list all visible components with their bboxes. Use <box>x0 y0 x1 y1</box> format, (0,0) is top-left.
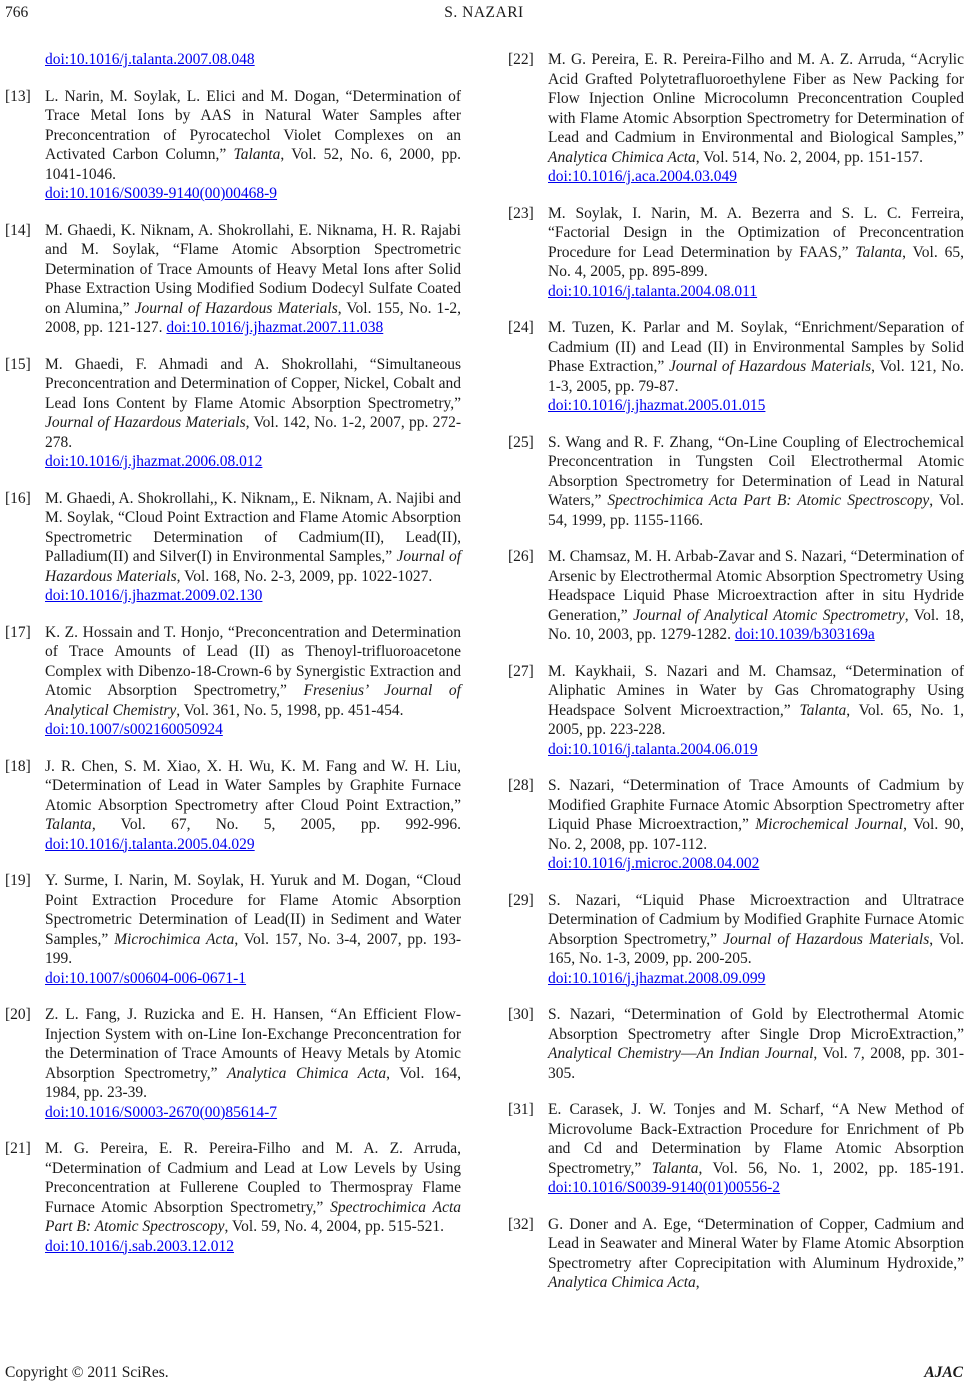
reference-text <box>548 547 964 645</box>
reference-authors-title: S. Nazari, “Determination of Trace Amounts of Cadmium by Modified Graphite Furnace Atomic Absorption Spectrometry after Liquid Phase Microextraction,” <box>548 777 964 833</box>
reference-journal: Journal of Hazardous Materials <box>668 358 872 375</box>
doi-link[interactable]: doi:10.1016/j.talanta.2005.04.029 <box>45 835 255 853</box>
reference-number: [26] <box>508 548 534 565</box>
reference-journal: Microchimica Acta <box>114 930 235 948</box>
reference-authors-title: G. Doner and A. Ege, “Determination of Copper, Cadmium and Lead in Seawater and Mineral Water by Flame Atomic Absorption Spectrometry after Coprecipitation with Aluminum Hydroxide,” <box>548 1215 964 1272</box>
reference-number: [21] <box>5 1140 31 1157</box>
reference-authors-title: M. Tuzen, K. Parlar and M. Soylak, “Enrichment/Separation of Cadmium (II) and Lead (II) in Environmental Samples by Solid Phase Extraction,” <box>548 319 964 375</box>
reference-number: [28] <box>508 777 534 794</box>
doi-link[interactable]: doi:10.1016/j.aca.2004.03.049 <box>548 168 737 185</box>
reference-number: [13] <box>5 87 31 105</box>
reference-entry <box>508 318 964 416</box>
reference-authors-title: M. Ghaedi, A. Shokrollahi,, K. Niknam,, E. Niknam, A. Najibi and M. Soylak, “Cloud Point Extraction and Flame Atomic Absorption Spectrometric Determination of Cadmium(II), Lead(II), Palladium(II) and Silver(I) in Environmental Samples,” <box>45 489 461 565</box>
reference-number: [30] <box>508 1006 534 1023</box>
reference-authors-title: S. Nazari, “Determination of Gold by Electrothermal Atomic Absorption Spectrometry after Single Drop MicroExtraction,” <box>548 1006 964 1043</box>
reference-text <box>548 433 964 531</box>
reference-authors-title: L. Narin, M. Soylak, L. Elici and M. Dogan, “Determination of Trace Metal Ions by AAS in Natural Water Samples after Preconcentration of Pyrocatechol Violet Complexes on an Activated Carbon Column,” <box>45 87 461 163</box>
reference-entry <box>508 1100 964 1198</box>
reference-journal: Journal of Hazardous Materials <box>45 414 246 431</box>
reference-text <box>548 204 964 302</box>
reference-number: [27] <box>508 662 534 680</box>
reference-number: [15] <box>5 355 31 373</box>
reference-details: , Vol. 90, No. 2, 2008, pp. 107-112. <box>548 816 964 853</box>
reference-journal: Spectrochimica Acta Part B: Atomic Spectroscopy <box>607 492 930 509</box>
reference-journal: Analytica Chimica Acta <box>548 1274 696 1291</box>
reference-entry <box>5 757 461 855</box>
reference-details: , Vol. 7, 2008, pp. 301-305. <box>548 1045 964 1082</box>
reference-entry <box>508 547 964 645</box>
reference-text <box>45 1005 461 1122</box>
reference-entry <box>5 221 461 338</box>
reference-number: [17] <box>5 623 31 641</box>
reference-journal: Talanta <box>233 146 281 163</box>
reference-text <box>548 318 964 416</box>
page-number: 766 <box>5 4 29 21</box>
reference-details: , Vol. 52, No. 6, 2000, pp. 1041-1046. <box>45 146 461 183</box>
reference-authors-title: K. Z. Hossain and T. Honjo, “Preconcentration and Determination of Trace Amounts of Lead (II) as Thenoyl-trifluoroacetone Complex with Dibenzo-18-Crown-6 by Synergistic Extraction and Atomic Absorption Spectrometry,” <box>45 623 461 699</box>
reference-number: [18] <box>5 757 31 775</box>
reference-journal: Journal of Analytical Atomic Spectrometry <box>633 606 905 624</box>
reference-details: , Vol. 157, No. 3-4, 2007, pp. 193-199. <box>45 930 461 967</box>
page-footer <box>0 1364 968 1384</box>
reference-text <box>548 50 964 187</box>
reference-details: , Vol. 361, No. 5, 1998, pp. 451-454. <box>176 701 404 719</box>
reference-entry <box>5 87 461 204</box>
reference-journal: Spectrochimica Acta Part B: Atomic Spectroscopy <box>45 1198 461 1235</box>
reference-entry <box>5 1005 461 1122</box>
reference-details: , Vol. 121, No. 1-3, 2005, pp. 79-87. <box>548 358 964 395</box>
doi-link[interactable]: doi:10.1016/j.sab.2003.12.012 <box>45 1237 235 1255</box>
reference-number: [23] <box>508 204 534 222</box>
doi-link[interactable]: doi:10.1016/j.talanta.2004.08.011 <box>548 282 758 300</box>
reference-journal: Analytica Chimica Acta <box>548 148 696 166</box>
doi-link[interactable]: doi:10.1016/j.jhazmat.2008.09.099 <box>548 969 766 987</box>
reference-entry <box>508 1215 964 1293</box>
reference-entry <box>508 433 964 531</box>
doi-link[interactable]: doi:10.1039/b303169a <box>734 626 875 643</box>
doi-link[interactable]: doi:10.1016/S0039-9140(00)00468-9 <box>45 185 278 202</box>
reference-entry <box>508 662 964 760</box>
doi-link[interactable]: doi:10.1016/j.jhazmat.2006.08.012 <box>45 453 263 470</box>
reference-text <box>45 87 461 204</box>
reference-journal: Talanta <box>799 701 847 719</box>
reference-authors-title: M. Ghaedi, F. Ahmadi and A. Shokrollahi, “Simultaneous Preconcentration and Determination of Copper, Nickel, Cobalt and Lead Ions Content by Flame Atomic Absorption Spectrometry,” <box>45 355 461 412</box>
reference-details: , Vol. 514, No. 2, 2004, pp. 151-157. <box>695 148 923 166</box>
reference-text <box>548 1100 964 1198</box>
reference-number: [29] <box>508 891 534 909</box>
reference-journal: Microchemical Journal <box>755 816 904 833</box>
doi-link[interactable]: doi:10.1016/j.microc.2008.04.002 <box>548 855 760 872</box>
reference-entry <box>508 891 964 989</box>
reference-number: [24] <box>508 319 534 336</box>
reference-authors-title: S. Nazari, “Liquid Phase Microextraction and Ultratrace Determination of Cadmium by Modified Graphite Furnace Atomic Absorption Spectrometry,” <box>548 891 964 948</box>
reference-details: , Vol. 165, No. 1-3, 2009, pp. 200-205. <box>548 930 964 967</box>
reference-authors-title: M. G. Pereira, E. R. Pereira-Filho and M. A. Z. Arruda, “Determination of Cadmium and Lead at Low Levels by Using Preconcentration at Fullerene Coupled to Thermospray Flame Furnace Atomic Absorption Spectrometry,” <box>45 1140 461 1216</box>
reference-entry <box>508 204 964 302</box>
doi-link[interactable]: doi:10.1016/j.jhazmat.2005.01.015 <box>548 397 766 414</box>
reference-journal: Analytical Chemistry―An Indian Journal <box>548 1045 814 1062</box>
reference-entry <box>5 1139 461 1256</box>
reference-details: , Vol. 164, 1984, pp. 23-39. <box>45 1064 461 1101</box>
reference-entry <box>5 623 461 740</box>
reference-text <box>45 757 461 855</box>
reference-entry <box>508 50 964 187</box>
reference-details: , Vol. 59, No. 4, 2004, pp. 515-521. <box>224 1218 444 1235</box>
copyright-notice: Copyright © 2011 SciRes. <box>5 1364 169 1381</box>
reference-details: , Vol. 65, No. 4, 2005, pp. 895-899. <box>548 243 964 280</box>
reference-entry <box>5 871 461 988</box>
reference-authors-title: M. Ghaedi, K. Niknam, A. Shokrollahi, E. Niknama, H. R. Rajabi and M. Soylak, “Flame Atomic Absorption Spectrometric Determination of Trace Amounts of Heavy Metal Ions after Solid Phase Extraction Using Modified Sodium Dodecyl Sulfate Coated on Alumina,” <box>45 221 461 317</box>
reference-authors-title: M. Chamsaz, M. H. Arbab-Zavar and S. Nazari, “Determination of Arsenic by Electrothermal Atomic Absorption Spectrometry Using Headspace Liquid Phase Microextraction after in situ Hydride Generation,” <box>548 548 964 624</box>
reference-number: [32] <box>508 1215 534 1233</box>
reference-journal: Journal of Hazardous Materials <box>45 548 461 585</box>
reference-number: [14] <box>5 221 31 239</box>
reference-details: , Vol. 168, No. 2-3, 2009, pp. 1022-1027. <box>176 567 433 585</box>
reference-details: , Vol. 142, No. 1-2, 2007, pp. 272-278. <box>45 414 461 451</box>
reference-number: [22] <box>508 51 534 68</box>
left-column <box>5 50 461 1273</box>
reference-journal: Talanta <box>45 816 92 833</box>
reference-number: [19] <box>5 872 31 889</box>
running-head: S. NAZARI <box>444 4 524 21</box>
reference-entry <box>5 355 461 472</box>
reference-details: , Vol. 18, No. 10, 2003, pp. 1279-1282. <box>548 606 964 643</box>
reference-text <box>45 623 461 740</box>
reference-text <box>548 1215 964 1293</box>
reference-text <box>548 891 964 989</box>
page-header <box>0 4 968 28</box>
reference-details: , Vol. 155, No. 1-2, 2008, pp. 121-127. <box>45 299 461 336</box>
reference-details: , Vol. 67, No. 5, 2005, pp. 992-996. <box>91 816 461 833</box>
reference-journal: Analytica Chimica Acta <box>227 1064 387 1082</box>
reference-text <box>548 1005 964 1083</box>
reference-journal: Talanta <box>651 1159 699 1177</box>
reference-number: [16] <box>5 489 31 507</box>
reference-text <box>45 221 461 338</box>
reference-number: [31] <box>508 1101 534 1118</box>
reference-journal: Fresenius’ Journal of Analytical Chemistry <box>45 682 461 719</box>
doi-link[interactable]: doi:10.1007/s002160050924 <box>45 721 223 738</box>
doi-link[interactable]: doi:10.1016/S0003-2670(00)85614-7 <box>45 1103 278 1121</box>
reference-entry <box>508 1005 964 1083</box>
reference-authors-title: M. Kaykhaii, S. Nazari and M. Chamsaz, “Determination of Aliphatic Amines in Water by Gas Chromatography Using Headspace Solvent Microextraction,” <box>548 662 964 719</box>
reference-text <box>548 662 964 760</box>
reference-entry <box>5 489 461 606</box>
reference-details: , Vol. 54, 1999, pp. 1155-1166. <box>548 492 964 529</box>
reference-details: , Vol. 56, No. 1, 2002, pp. 185-191. <box>698 1159 965 1177</box>
reference-text <box>45 871 461 988</box>
reference-text <box>45 1139 461 1256</box>
doi-link[interactable]: doi:10.1016/j.jhazmat.2007.11.038 <box>166 319 384 336</box>
right-column <box>508 50 964 1310</box>
reference-authors-title: Z. L. Fang, J. Ruzicka and E. H. Hansen, “An Efficient Flow-Injection System with on-Line Ion-Exchange Preconcentration for the Determination of Trace Amounts of Heavy Metals by Atomic Absorption Spectrometry,” <box>45 1006 461 1082</box>
reference-number: [25] <box>508 433 534 451</box>
doi-link[interactable]: doi:10.1016/S0039-9140(01)00556-2 <box>548 1179 781 1196</box>
reference-text <box>45 489 461 606</box>
reference-authors-title: J. R. Chen, S. M. Xiao, X. H. Wu, K. M. Fang and W. H. Liu, “Determination of Lead in Water Samples by Graphite Furnace Atomic Absorption Spectrometry after Cloud Point Extraction,” <box>45 757 461 814</box>
reference-text <box>548 776 964 874</box>
reference-journal: Talanta <box>855 243 903 261</box>
reference-authors-title: M. Soylak, I. Narin, M. A. Bezerra and S. L. C. Ferreira, “Factorial Design in the Optimization of Preconcentration Procedure for Lead Determination by FAAS,” <box>548 204 964 261</box>
doi-link[interactable]: doi:10.1016/j.talanta.2004.06.019 <box>548 740 758 758</box>
reference-details: , Vol. 65, No. 1, 2005, pp. 223-228. <box>548 701 964 738</box>
reference-number: [20] <box>5 1006 31 1023</box>
continued-reference <box>5 50 461 70</box>
doi-link[interactable]: doi:10.1016/j.talanta.2007.08.048 <box>45 51 255 68</box>
reference-journal: Journal of Hazardous Materials <box>723 930 930 948</box>
reference-authors-title: E. Carasek, J. W. Tonjes and M. Scharf, “A New Method of Microvolume Back-Extraction Procedure for Enrichment of Pb and Cd and Determination by Flame Atomic Absorption Spectrometry,” <box>548 1101 964 1177</box>
reference-journal: Journal of Hazardous Materials <box>134 299 338 317</box>
reference-entry <box>508 776 964 874</box>
doi-link[interactable]: doi:10.1016/j.jhazmat.2009.02.130 <box>45 587 263 604</box>
reference-text <box>45 355 461 472</box>
doi-link[interactable]: doi:10.1007/s00604-006-0671-1 <box>45 969 247 987</box>
reference-details: , <box>695 1274 700 1291</box>
reference-authors-title: Y. Surme, I. Narin, M. Soylak, H. Yuruk and M. Dogan, “Cloud Point Extraction Procedure for Flame Atomic Absorption Spectrometric Determination of Lead(II) in Sediment and Water Samples,” <box>45 872 461 948</box>
journal-abbrev: AJAC <box>924 1364 963 1381</box>
reference-authors-title: M. G. Pereira, E. R. Pereira-Filho and M. A. Z. Arruda, “Acrylic Acid Grafted Polytetrafluoroethylene Fiber as New Packing for Flow Injection Online Microcolumn Preconcentration Coupled with Flame Atomic Absorption Spectrometry for Determination of Lead and Cadmium in Environmental and Biological Samples,” <box>548 51 964 146</box>
reference-authors-title: S. Wang and R. F. Zhang, “On-Line Coupling of Electrochemical Preconcentration in Tungsten Coil Electrothermal Atomic Absorption Spectrometry for Determination of Lead in Natural Waters,” <box>548 433 964 509</box>
